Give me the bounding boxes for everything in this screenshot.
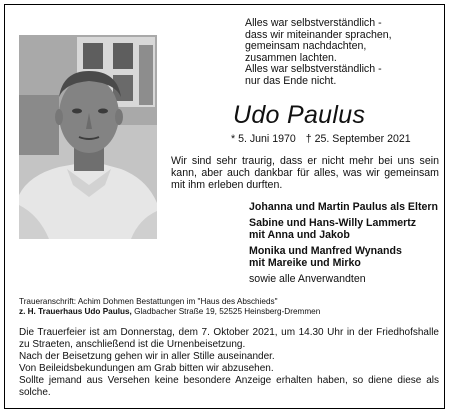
portrait-photo xyxy=(19,35,157,239)
ceremony-note-2: Von Beileidsbekundungen am Grab bitten wir abzusehen. xyxy=(19,363,274,374)
birth-date: * 5. Juni 1970 xyxy=(231,133,296,145)
family-entry-parents: Johanna und Martin Paulus als Eltern xyxy=(249,201,438,213)
mourners-list xyxy=(249,201,445,285)
ceremony-details: Die Trauerfeier ist am Donnerstag, dem 7. Oktober 2021, um 14.30 Uhr in der Friedhofshalle zu Straeten, anschließend ist die Urnenbeisetzung. xyxy=(19,327,439,350)
life-dates xyxy=(231,133,443,145)
memorial-poem: Alles war selbstverständlich - dass wir miteinander sprachen, gemeinsam nachdachten, zusammen lachten. Alles war selbstverständlich - nur das Ende nicht. xyxy=(245,17,392,87)
address-street: Gladbacher Straße 19, 52525 Heinsberg-Dremmen xyxy=(131,307,321,316)
family-entry-lammertz: Sabine und Hans-Willy Lammertz mit Anna und Jakob xyxy=(249,217,417,241)
family-entry-wynands: Monika und Manfred Wynands mit Mareike und Mirko xyxy=(249,245,402,269)
address-line-2 xyxy=(19,307,439,317)
address-company: z. H. Trauerhaus Udo Paulus, xyxy=(19,307,132,316)
ceremony-info xyxy=(19,327,439,399)
ceremony-note-3: Sollte jemand aus Versehen keine besondere Anzeige erhalten haben, so diene diese als solche. xyxy=(19,375,439,398)
mourning-message: Wir sind sehr traurig, dass er nicht mehr bei uns sein kann, aber auch dankbar für alles, was wir gemeinsam mit ihm erleben durften. xyxy=(171,155,439,191)
obituary-card xyxy=(4,4,445,409)
ceremony-note-1: Nach der Beisetzung gehen wir in aller Stille auseinander. xyxy=(19,351,275,362)
relatives-line: sowie alle Anverwandten xyxy=(249,273,366,285)
deceased-name: Udo Paulus xyxy=(233,101,366,129)
mourning-address xyxy=(19,297,439,317)
address-line-1: Traueranschrift: Achim Dohmen Bestattungen im "Haus des Abschieds" xyxy=(19,297,278,306)
death-date: † 25. September 2021 xyxy=(305,133,411,145)
portrait-image xyxy=(19,35,157,239)
